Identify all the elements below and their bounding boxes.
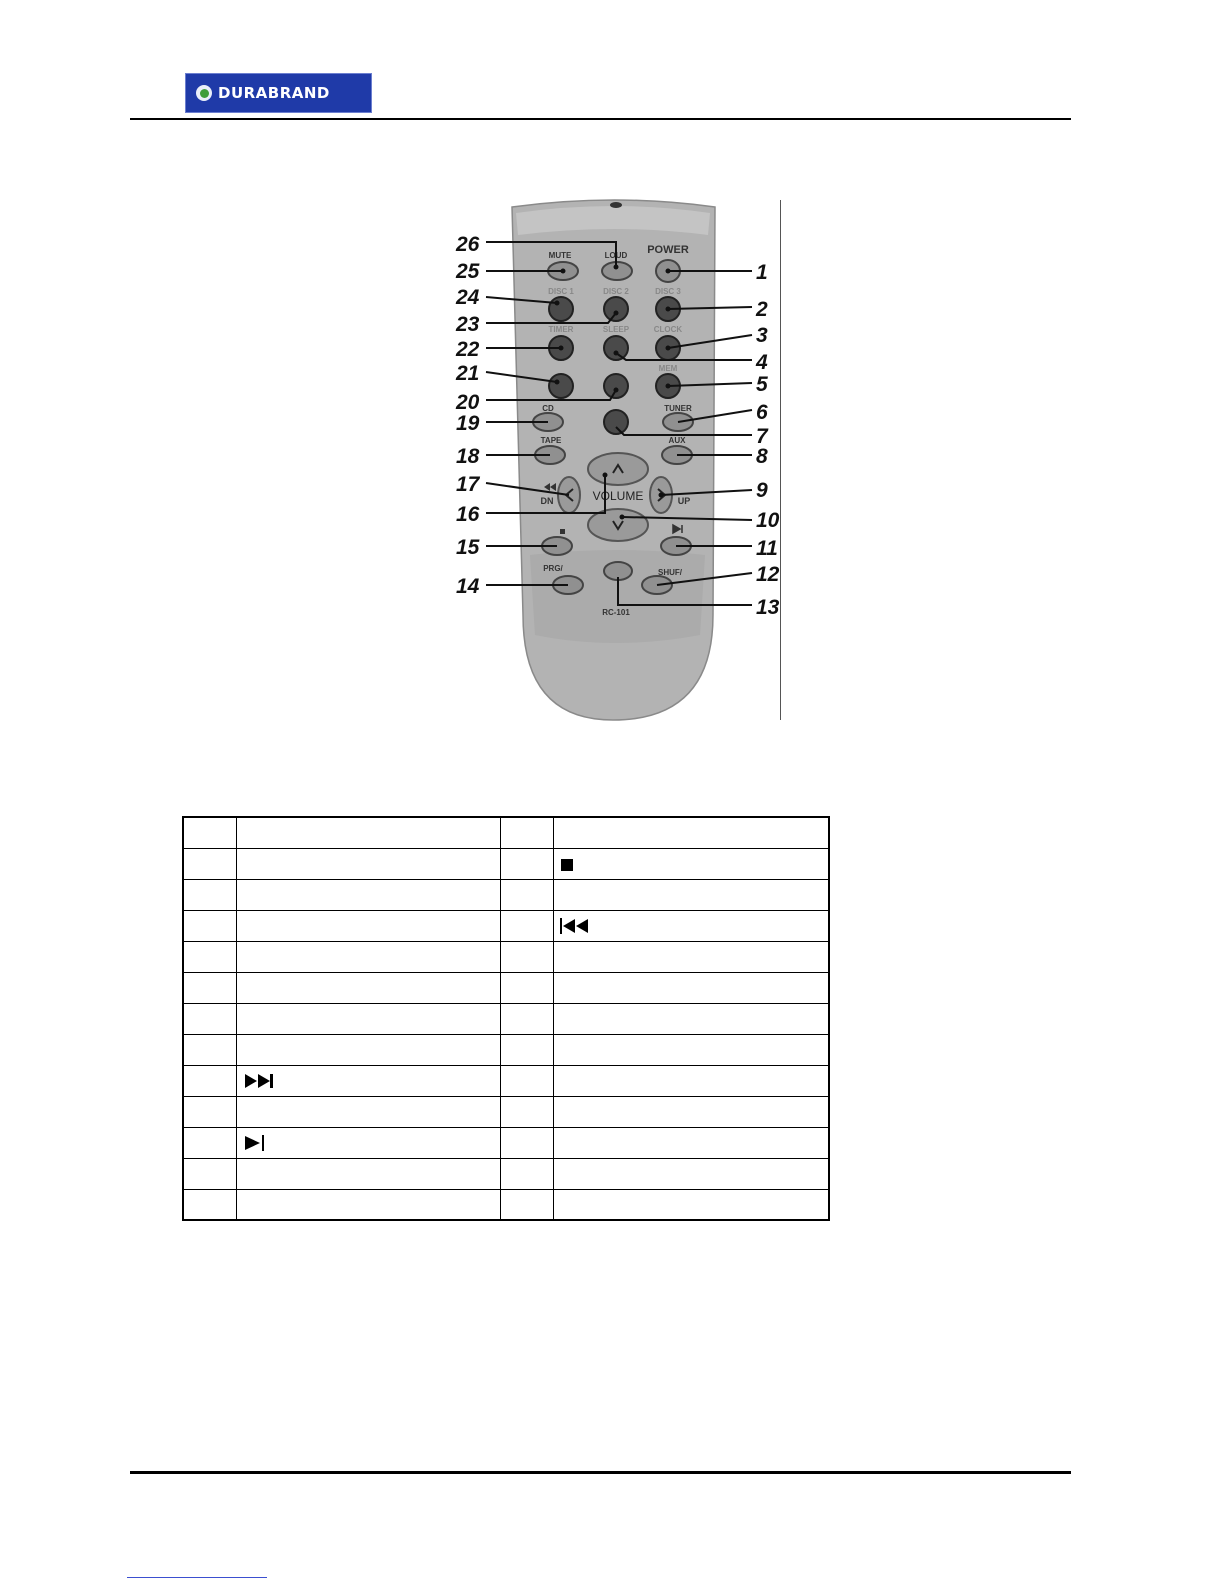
table-cell-description	[553, 910, 829, 941]
table-cell-description	[553, 972, 829, 1003]
table-cell-description	[236, 910, 500, 941]
table-cell-description	[236, 817, 500, 848]
table-row	[183, 1127, 829, 1158]
table-cell-number	[500, 1127, 553, 1158]
callout-16: 16	[456, 503, 480, 526]
footer-rule	[130, 1471, 1071, 1474]
remote-control-diagram	[430, 195, 790, 725]
label-up: UP	[677, 496, 691, 506]
callout-25: 25	[456, 260, 480, 283]
label-tape: TAPE	[540, 436, 562, 445]
table-row	[183, 1189, 829, 1220]
callout-5: 5	[756, 373, 768, 396]
table-cell-number	[500, 910, 553, 941]
function-table-body	[183, 817, 829, 1220]
table-cell-number	[500, 1065, 553, 1096]
label-tuner: TUNER	[664, 404, 692, 413]
table-cell-number	[500, 972, 553, 1003]
table-row	[183, 1065, 829, 1096]
label-power: POWER	[647, 244, 689, 256]
table-cell-number	[183, 1065, 236, 1096]
label-shuf: SHUF/	[658, 568, 682, 577]
label-prg: PRG/	[543, 564, 563, 573]
label-aux: AUX	[668, 436, 686, 445]
table-cell-number	[183, 817, 236, 848]
table-row	[183, 1158, 829, 1189]
label-disc3: DISC 3	[655, 287, 681, 296]
table-row	[183, 848, 829, 879]
label-cd: CD	[542, 404, 554, 413]
table-cell-description	[236, 1096, 500, 1127]
table-cell-number	[183, 1034, 236, 1065]
table-row	[183, 879, 829, 910]
table-cell-number	[500, 1189, 553, 1220]
table-cell-number	[183, 1189, 236, 1220]
stop-glyph-icon	[560, 529, 565, 534]
callout-18: 18	[456, 445, 480, 468]
table-cell-number	[183, 879, 236, 910]
label-timer: TIMER	[548, 325, 574, 334]
table-cell-description	[236, 879, 500, 910]
callout-6: 6	[756, 401, 768, 424]
label-clock: CLOCK	[653, 325, 683, 334]
table-cell-number	[500, 1003, 553, 1034]
callout-7: 7	[756, 425, 768, 448]
callout-12: 12	[756, 563, 780, 586]
callout-23: 23	[456, 313, 480, 336]
table-row	[183, 817, 829, 848]
table-cell-description	[236, 848, 500, 879]
callout-1: 1	[756, 261, 768, 284]
brand-logo	[185, 63, 373, 113]
callout-3: 3	[756, 324, 768, 347]
label-loud: LOUD	[604, 251, 628, 260]
label-model: RC-101	[602, 608, 630, 617]
callout-9: 9	[756, 479, 768, 502]
label-disc2: DISC 2	[603, 287, 629, 296]
table-cell-description	[553, 1034, 829, 1065]
table-cell-description	[236, 972, 500, 1003]
brand-mark-icon	[196, 85, 212, 101]
callout-19: 19	[456, 412, 480, 435]
table-row	[183, 1034, 829, 1065]
table-cell-description	[553, 1065, 829, 1096]
skip-forward-icon	[243, 1072, 275, 1088]
callout-15: 15	[456, 536, 480, 559]
table-cell-number	[500, 1034, 553, 1065]
table-cell-number	[183, 848, 236, 879]
label-volume: VOLUME	[592, 489, 644, 503]
callout-4: 4	[756, 351, 768, 374]
callout-14: 14	[456, 575, 480, 598]
rewind-icon	[560, 917, 590, 933]
table-cell-description	[236, 1189, 500, 1220]
table-cell-description	[236, 1127, 500, 1158]
play-pause-icon	[243, 1133, 269, 1149]
table-cell-number	[183, 1127, 236, 1158]
table-cell-number	[183, 910, 236, 941]
callout-8: 8	[756, 445, 768, 468]
callout-10: 10	[756, 509, 780, 532]
label-mem: MEM	[658, 364, 678, 373]
function-table	[182, 816, 830, 1221]
table-cell-description	[553, 1127, 829, 1158]
callout-13: 13	[756, 596, 780, 619]
table-cell-description	[236, 941, 500, 972]
callout-21: 21	[456, 362, 480, 385]
table-cell-number	[183, 972, 236, 1003]
callout-11: 11	[756, 537, 778, 560]
callout-24: 24	[456, 286, 480, 309]
brand-name: DURABRAND	[218, 84, 330, 102]
table-cell-description	[236, 1034, 500, 1065]
label-disc1: DISC 1	[548, 287, 574, 296]
table-cell-number	[183, 1003, 236, 1034]
table-cell-description	[553, 1096, 829, 1127]
header-rule	[130, 118, 1071, 120]
table-cell-number	[183, 941, 236, 972]
table-row	[183, 910, 829, 941]
table-cell-description	[236, 1158, 500, 1189]
table-cell-number	[183, 1096, 236, 1127]
table-cell-number	[183, 1158, 236, 1189]
label-mute: MUTE	[548, 251, 572, 260]
callout-17: 17	[456, 473, 480, 496]
table-cell-number	[500, 817, 553, 848]
table-cell-description	[553, 1158, 829, 1189]
brand-logo-badge	[185, 73, 372, 113]
stop-icon	[560, 855, 574, 871]
label-dn: DN	[540, 496, 554, 506]
table-cell-number	[500, 879, 553, 910]
table-cell-number	[500, 941, 553, 972]
table-cell-description	[553, 1189, 829, 1220]
label-sleep: SLEEP	[602, 325, 630, 334]
table-cell-description	[553, 817, 829, 848]
callout-26: 26	[456, 233, 480, 256]
table-cell-description	[553, 941, 829, 972]
callout-20: 20	[456, 391, 480, 414]
table-cell-description	[236, 1065, 500, 1096]
table-row	[183, 941, 829, 972]
footer-link-underline	[127, 1577, 267, 1578]
table-row	[183, 1096, 829, 1127]
table-row	[183, 972, 829, 1003]
table-cell-description	[553, 879, 829, 910]
table-cell-number	[500, 1158, 553, 1189]
table-row	[183, 1003, 829, 1034]
table-cell-number	[500, 1096, 553, 1127]
table-cell-description	[236, 1003, 500, 1034]
table-cell-description	[553, 1003, 829, 1034]
table-cell-description	[553, 848, 829, 879]
callout-2: 2	[756, 298, 768, 321]
table-cell-number	[500, 848, 553, 879]
callout-22: 22	[456, 338, 480, 361]
